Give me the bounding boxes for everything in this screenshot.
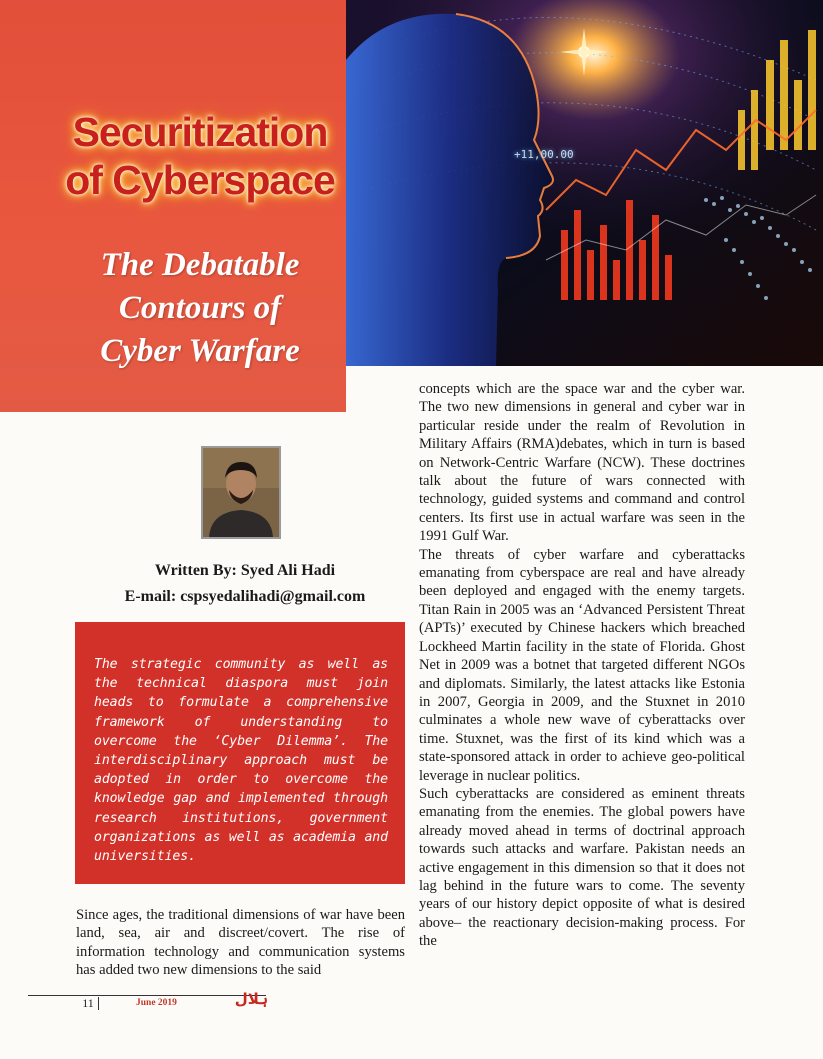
author-name: Written By: Syed Ali Hadi: [154, 562, 336, 579]
body-paragraph: Such cyberattacks are considered as eminent threats emanating from the enemies. The global powers have already moved ahead in terms of doctrinal approach towards such attacks and warfare. Pakistan needs an active engagement in this dimension so that it does not lag behind in the future wars to come. The seventy years of our history depict opposite of what is desired above– the reactionary decision-making process. For the: [419, 785, 745, 950]
body-paragraph: The threats of cyber warfare and cyberattacks emanating from cyberspace are real and have already been deployed and engaged with the enemy targets. Titan Rain in 2005 was an ‘Advanced Persistent Threat (APTs)’ executed by Chinese hackers which breached Lockheed Martin facility in the state of Florida. Ghost Net in 2009 was a botnet that targeted different NGOs and diplomats. Similarly, the latest attacks like Estonia in 2007, Georgia in 2009, and the Stuxnet in 2010 culminates a whole new wave of cyberattacks over time. Stuxnet, was the first of its kind which was a state-sponsored attack in order to achieve geo-political leverage in nuclear politics.: [419, 546, 745, 784]
author-portrait: [203, 448, 279, 537]
article-title: [0, 108, 400, 204]
title-panel: [0, 0, 346, 412]
body-column-right: [419, 380, 745, 951]
page-number: 11: [78, 997, 99, 1010]
body-paragraph: concepts which are the space war and the cyber war. The two new dimensions in general and cyber war in particular reside under the realm of Revolution in Military Affairs (RMA)debates, which in turn is based on Network-Centric Warfare (NCW). These doctrines talk about the future of wars connected with technology, guided systems and command and control centers. Its first use in actual warfare was seen in the 1991 Gulf War.: [419, 381, 745, 545]
body-paragraph: Since ages, the traditional dimensions of war have been land, sea, air and discreet/covert. The rise of information technology and communication systems has added two new dimensions to the said: [76, 907, 405, 979]
title-line-2: of Cyberspace: [65, 157, 335, 203]
issue-date: June 2019: [136, 998, 177, 1008]
cyber-head-illustration: [346, 0, 823, 366]
magazine-logo: ہلال: [234, 990, 268, 1008]
hero-image: [346, 0, 823, 366]
subtitle-line-2: Contours of: [118, 290, 282, 326]
author-email: E-mail: cspsyedalihadi@gmail.com: [124, 588, 366, 605]
byline: [80, 558, 410, 610]
page-footer: [28, 990, 268, 1011]
body-column-left: [76, 906, 405, 980]
subtitle-line-3: Cyber Warfare: [100, 333, 300, 369]
pull-quote-box: [75, 622, 405, 884]
pull-quote-text: The strategic community as well as the technical diaspora must join heads to formulate a comprehensive framework of understanding to overcome the ‘Cyber Dilemma’. The interdisciplinary approach must be adopted in order to overcome the knowledge gap and implemented through research institutions, government organizations as well as academia and universities.: [94, 657, 388, 865]
subtitle-line-1: The Debatable: [100, 247, 300, 283]
title-line-1: Securitization: [72, 109, 328, 155]
article-subtitle: [20, 244, 380, 373]
author-photo: [201, 446, 281, 539]
hero-readout: +11,00.00: [514, 148, 574, 161]
